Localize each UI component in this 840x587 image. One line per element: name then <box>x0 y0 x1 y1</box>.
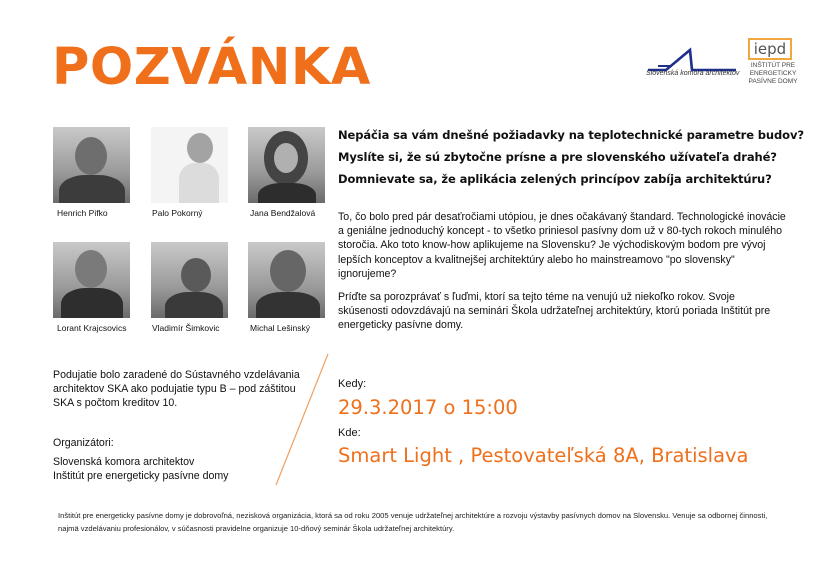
event-date: 29.3.2017 o 15:00 <box>338 396 518 419</box>
speaker-photo <box>248 127 325 203</box>
iepd-logo-line: PASÍVNE DOMY <box>748 78 798 85</box>
organizer-item: Inštitút pre energeticky pasívne domy <box>53 470 229 482</box>
ska-logo-text: Slovenská komora architektov <box>646 70 740 77</box>
question: Nepáčia sa vám dnešné požiadavky na teplotechnické parametre budov? <box>338 128 804 142</box>
iepd-logo-mark: iepd <box>748 38 792 60</box>
question: Myslíte si, že sú zbytočne prísne a pre slovenského užívateľa drahé? <box>338 150 777 164</box>
iepd-logo-line: ENERGETICKY <box>749 70 797 77</box>
question: Domnievate sa, že aplikácia zelených princípov zabíja architektúru? <box>338 172 772 186</box>
accreditation-note: Podujatie bolo zaradené do Sústavného vzdelávania architektov SKA ako podujatie typu B – pod záštitou SKA s počtom kreditov 10. <box>53 369 300 409</box>
speaker-name: Vladimír Šimkovic <box>152 323 220 333</box>
when-label: Kedy: <box>338 378 367 390</box>
invite-paragraph: Príďte sa porozprávať s ľuďmi, ktorí sa tejto téme na venujú už niekoľko rokov. Svoje skúsenosti odovzdávajú na seminári Škola udržateľnej architektúry, ktorú poriada Inštitút pre energeticky pasívne domy. <box>338 291 771 332</box>
diagonal-divider <box>262 352 342 487</box>
iepd-logo <box>748 38 798 86</box>
speaker-name: Palo Pokorný <box>152 208 203 218</box>
ska-logo-icon <box>646 42 742 88</box>
speaker-photo <box>151 242 228 318</box>
event-location: Smart Light , Pestovateľská 8A, Bratislava <box>338 444 749 467</box>
speaker-name: Michal Lešinský <box>250 323 310 333</box>
speaker-name: Lorant Krajcsovics <box>57 323 127 333</box>
iepd-logo-line: INŠTITÚT PRE <box>750 62 796 69</box>
intro-paragraph: To, čo bolo pred pár desaťročiami utópiou, je dnes očakávaný štandard. Technologické inovácie a geniálne jednoduchý koncept - to všetko priniesol pasívny dom už v 80-tych rokoch minulého storočia. Ako toto know-how aplikujeme na Slovensku? Je východiskovým bodom pre vývoj lepších konceptov a kvalitnejšej architektúry alebo ho mainstreamovo "po slovensky" ignorujeme? <box>338 211 786 280</box>
speaker-photo <box>151 127 228 203</box>
where-label: Kde: <box>338 427 361 439</box>
organizers-label: Organizátori: <box>53 437 114 449</box>
speaker-photo <box>53 242 130 318</box>
iepd-logo-text <box>748 62 798 86</box>
speaker-name: Henrich Pifko <box>57 208 108 218</box>
footer-note: Inštitút pre energeticky pasívne domy je dobrovoľná, nezisková organizácia, ktorá sa od roku 2005 venuje udržateľnej architektúre a rozvoju výstavby pasívnych domov na Slovensku. Venuje sa odbornej činnosti, najmä vzdelávaniu profesionálov, v súčasnosti pravidelne organizuje 10-dňový seminár Škola udržateľnej architektúry. <box>58 511 768 533</box>
speaker-name: Jana Bendžalová <box>250 208 316 218</box>
page-title: POZVÁNKA <box>52 38 371 97</box>
organizer-item: Slovenská komora architektov <box>53 456 195 468</box>
speaker-photo <box>53 127 130 203</box>
speaker-photo <box>248 242 325 318</box>
